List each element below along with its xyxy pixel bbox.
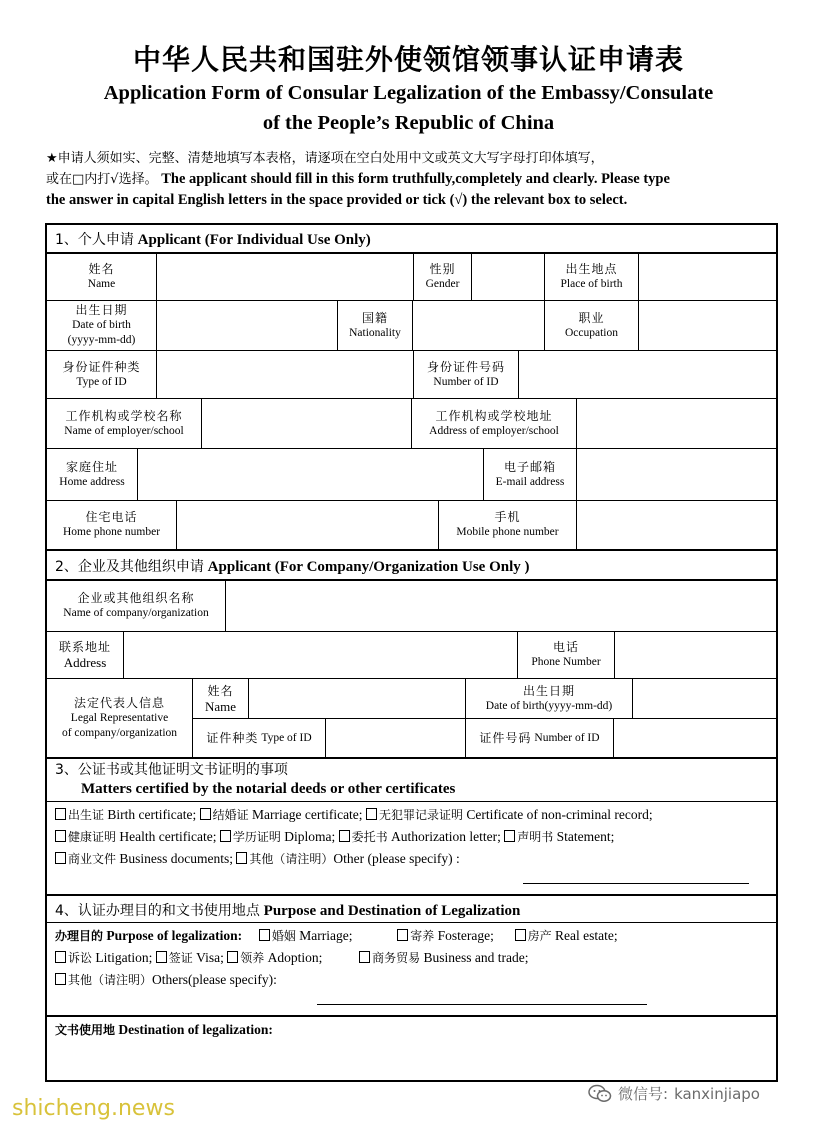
purpose-marriage-option[interactable] [259,928,353,943]
label-cphone-en: Phone Number [531,656,601,668]
label-mobile-cn: 手机 [494,510,521,524]
label-legal-en2: of company/organization [61,726,178,739]
instructions [46,148,778,211]
diploma-option[interactable] [220,829,335,844]
destination-cn: 文书使用地 [55,1023,116,1037]
label-pob-cn: 出生地点 [565,261,618,276]
form-title-english-line1: Application Form of Consular Legalization of the Embassy/Consulate [103,82,714,104]
watermark-wechat-id: kanxinjiapo [674,1084,760,1103]
label-id-type [47,351,156,398]
label-legal-representative [47,679,192,757]
marriage-en: Marriage certificate; [252,807,363,822]
section4-heading-cn: 4、认证办理目的和文书使用地点 [55,903,260,919]
purpose-trade-en: Business and trade; [423,950,529,965]
business-documents-option[interactable] [55,851,233,866]
label-homephone-cn: 住宅电话 [85,510,138,524]
id-type-field[interactable] [157,351,413,398]
company-name-field[interactable] [226,581,778,631]
mobile-field[interactable] [577,501,778,549]
label-lidtype-cn: 证件种类 [206,730,259,745]
id-number-field[interactable] [519,351,778,398]
destination-en: Destination of legalization: [118,1022,273,1037]
section2-heading-cn: 2、企业及其他组织申请 [55,559,204,575]
other-en: Other (please specify) : [333,851,460,866]
label-ldob-en: Date of birth(yyyy-mm-dd) [485,699,613,712]
watermark-site: shicheng.news [12,1096,175,1121]
application-form [45,223,778,1082]
label-nationality [338,301,412,350]
birth-checkbox[interactable] [55,808,66,820]
section4-heading [55,900,520,920]
purpose-litigation-option[interactable] [55,950,152,965]
label-occupation [545,301,638,350]
label-home-address [47,449,137,500]
purpose-realestate-option[interactable] [515,928,618,943]
label-company-name [47,581,225,631]
purpose-label-en: Purpose of legalization: [106,928,243,943]
home-phone-field[interactable] [177,501,438,549]
label-ldob-cn: 出生日期 [522,683,575,698]
email-field[interactable] [577,449,778,500]
label-caddr-en: Address [63,655,107,670]
label-empaddr-cn: 工作机构或学校地址 [435,408,553,423]
label-employer-en: Name of employer/school [64,424,184,437]
label-idtype-cn: 身份证件种类 [62,359,141,374]
purpose-adoption-option[interactable] [227,950,322,965]
purpose-fosterage-option[interactable] [397,928,494,943]
label-legal-dob [466,679,632,718]
statement-cn: 声明书 [517,830,554,844]
purpose-litigation-en: Litigation; [95,950,153,965]
purpose-trade-cn: 商务贸易 [372,951,421,965]
purpose-fosterage-checkbox[interactable] [397,929,408,941]
label-cphone-cn: 电话 [552,640,579,654]
label-name [47,253,156,300]
other-cn: 其他（请注明） [249,852,334,866]
label-idtype-en: Type of ID [76,375,127,388]
certificate-options-row1 [55,806,653,823]
diploma-cn: 学历证明 [232,830,281,844]
section4-heading-en: Purpose and Destination of Legalization [263,903,521,919]
health-cn: 健康证明 [68,830,117,844]
health-en: Health certificate; [119,829,217,844]
criminal-checkbox[interactable] [366,808,377,820]
section3-heading [55,761,455,799]
label-name-en: Name [87,277,116,290]
label-employer [47,399,201,448]
label-lname-cn: 姓名 [207,683,234,698]
label-gender-en: Gender [425,277,460,290]
purpose-others-specify-line[interactable] [317,1004,647,1005]
label-empaddr-en: Address of employer/school [429,424,559,437]
statement-checkbox[interactable] [504,830,515,842]
nationality-field[interactable] [413,301,544,350]
place-of-birth-field[interactable] [639,253,778,300]
purpose-marriage-en: Marriage; [299,928,353,943]
label-company-cn: 企业或其他组织名称 [77,591,195,605]
legal-id-type-field[interactable] [326,719,465,757]
employer-field[interactable] [202,399,411,448]
purpose-realestate-checkbox[interactable] [515,929,526,941]
label-email-cn: 电子邮箱 [503,459,556,474]
other-specify-line[interactable] [523,883,749,884]
auth-cn: 委托书 [351,830,388,844]
label-dob-en: Date of birth [72,319,131,331]
label-name-cn: 姓名 [88,261,115,276]
label-lidtype-en: Type of ID [261,731,312,744]
destination-label [55,1021,273,1038]
purpose-others-en: Others(please specify): [152,972,277,987]
section1-heading [55,229,371,249]
authorization-checkbox[interactable] [339,830,350,842]
watermark-wechat-label: 微信号: [618,1085,669,1103]
label-legal-id-type [193,719,325,757]
label-id-number [414,351,518,398]
purpose-row1 [55,927,618,944]
purpose-adoption-en: Adoption; [267,950,323,965]
section2-heading-en: Applicant (For Company/Organization Use Only ) [207,559,530,575]
label-company-en: Name of company/organization [63,607,209,619]
criminal-en: Certificate of non-criminal record; [466,807,653,822]
statement-en: Statement; [556,829,615,844]
occupation-field[interactable] [639,301,778,350]
section2-heading [55,556,530,576]
form-title-chinese: 中华人民共和国驻外使领馆领事认证申请表 [132,43,684,76]
purpose-row2 [55,949,529,966]
purpose-others-cn: 其他（请注明） [68,973,153,987]
authorization-option[interactable] [339,829,501,844]
certificate-options-row3 [55,850,460,867]
label-mobile-en: Mobile phone number [456,526,559,538]
wechat-icon [588,1084,612,1104]
label-employer-address [412,399,576,448]
purpose-marriage-cn: 婚姻 [271,929,296,943]
label-idno-cn: 身份证件号码 [426,359,505,374]
purpose-realestate-en: Real estate; [555,928,618,943]
label-legal-id-number [466,719,613,757]
purpose-visa-option[interactable] [156,950,224,965]
label-occ-en: Occupation [564,326,618,339]
watermark-wechat [588,1083,760,1104]
form-title-english-line2: of the People’s Republic of China [262,112,555,134]
purpose-trade-checkbox[interactable] [359,951,370,963]
label-gender [414,253,471,300]
purpose-visa-checkbox[interactable] [156,951,167,963]
instructions-cn-line1: ★申请人须如实、完整、清楚地填写本表格，请逐项在空白处用中文或英文大写字母打印体填写， [46,151,604,166]
business-checkbox[interactable] [55,852,66,864]
label-lname-en: Name [204,698,237,714]
label-dob [47,301,156,350]
purpose-marriage-checkbox[interactable] [259,929,270,941]
health-checkbox[interactable] [55,830,66,842]
purpose-visa-cn: 签证 [168,951,193,965]
label-lidno-cn: 证件号码 [479,730,532,745]
destination-field[interactable] [47,1037,778,1080]
purpose-others-checkbox[interactable] [55,973,66,985]
business-cn: 商业文件 [68,852,117,866]
purpose-adoption-checkbox[interactable] [227,951,238,963]
label-dob-cn: 出生日期 [75,303,128,317]
label-mobile [439,501,576,549]
company-phone-field[interactable] [615,632,778,678]
health-certificate-option[interactable] [55,829,216,844]
company-address-field[interactable] [124,632,517,678]
purpose-litigation-cn: 诉讼 [68,951,93,965]
purpose-realestate-cn: 房产 [527,929,552,943]
instructions-en-line2: The applicant should fill in this form truthfully,completely and clearly. Please type [161,171,670,187]
label-legal-cn: 法定代表人信息 [73,695,165,710]
diploma-en: Diploma; [284,829,336,844]
instructions-cn-line2: 或在□内打√选择。 [46,172,158,187]
legal-id-number-field[interactable] [614,719,778,757]
marriage-certificate-option[interactable] [200,807,363,822]
marriage-checkbox[interactable] [200,808,211,820]
label-nat-cn: 国籍 [361,310,388,325]
legal-name-field[interactable] [249,679,465,718]
purpose-trade-option[interactable] [359,950,528,965]
label-company-address [47,632,123,678]
birth-certificate-option[interactable] [55,807,196,822]
purpose-others-option[interactable] [55,972,277,987]
label-pob-en: Place of birth [560,277,623,290]
statement-option[interactable] [504,829,614,844]
label-place-of-birth [545,253,638,300]
label-home-cn: 家庭住址 [65,459,118,474]
label-email [484,449,576,500]
purpose-fosterage-en: Fosterage; [437,928,494,943]
label-legal-name [193,679,248,718]
instructions-en-line3: the answer in capital English letters in the space provided or tick (√) the relevant box to select. [46,192,628,208]
label-company-phone [518,632,614,678]
label-occ-cn: 职业 [578,310,605,325]
diploma-checkbox[interactable] [220,830,231,842]
business-en: Business documents; [119,851,234,866]
label-dob-format: (yyyy-mm-dd) [67,334,136,346]
label-legal-en1: Legal Representative [70,711,169,724]
label-lidno-en: Number of ID [534,731,600,744]
gender-field[interactable] [472,253,544,300]
auth-en: Authorization letter; [391,829,501,844]
label-home-en: Home address [59,475,125,488]
other-certificate-option[interactable] [236,851,459,866]
birth-cn: 出生证 [68,808,105,822]
label-nat-en: Nationality [349,326,401,339]
legal-dob-field[interactable] [633,679,778,718]
other-checkbox[interactable] [236,852,247,864]
name-field[interactable] [157,253,413,300]
purpose-label-cn: 办理目的 [55,929,104,943]
criminal-record-option[interactable] [366,807,653,822]
purpose-fosterage-cn: 寄养 [410,929,435,943]
section1-heading-en: Applicant (For Individual Use Only) [137,232,371,248]
marriage-cn: 结婚证 [212,808,249,822]
criminal-cn: 无犯罪记录证明 [378,808,463,822]
label-idno-en: Number of ID [433,375,499,388]
purpose-litigation-checkbox[interactable] [55,951,66,963]
section3-heading-en: Matters certified by the notarial deeds or other certificates [81,781,456,797]
employer-address-field[interactable] [577,399,778,448]
purpose-adoption-cn: 领养 [240,951,265,965]
home-address-field[interactable] [138,449,483,500]
label-gender-cn: 性别 [429,261,456,276]
dob-field[interactable] [157,301,337,350]
label-home-phone [47,501,176,549]
certificate-options-row2 [55,828,614,845]
section3-heading-cn: 3、公证书或其他证明文书证明的事项 [55,762,288,778]
label-homephone-en: Home phone number [62,526,161,538]
label-caddr-cn: 联系地址 [58,640,111,654]
purpose-visa-en: Visa; [196,950,224,965]
birth-en: Birth certificate; [107,807,197,822]
label-employer-cn: 工作机构或学校名称 [65,408,183,423]
label-email-en: E-mail address [495,475,565,488]
purpose-row3 [55,971,277,988]
section1-heading-cn: 1、个人申请 [55,232,134,248]
